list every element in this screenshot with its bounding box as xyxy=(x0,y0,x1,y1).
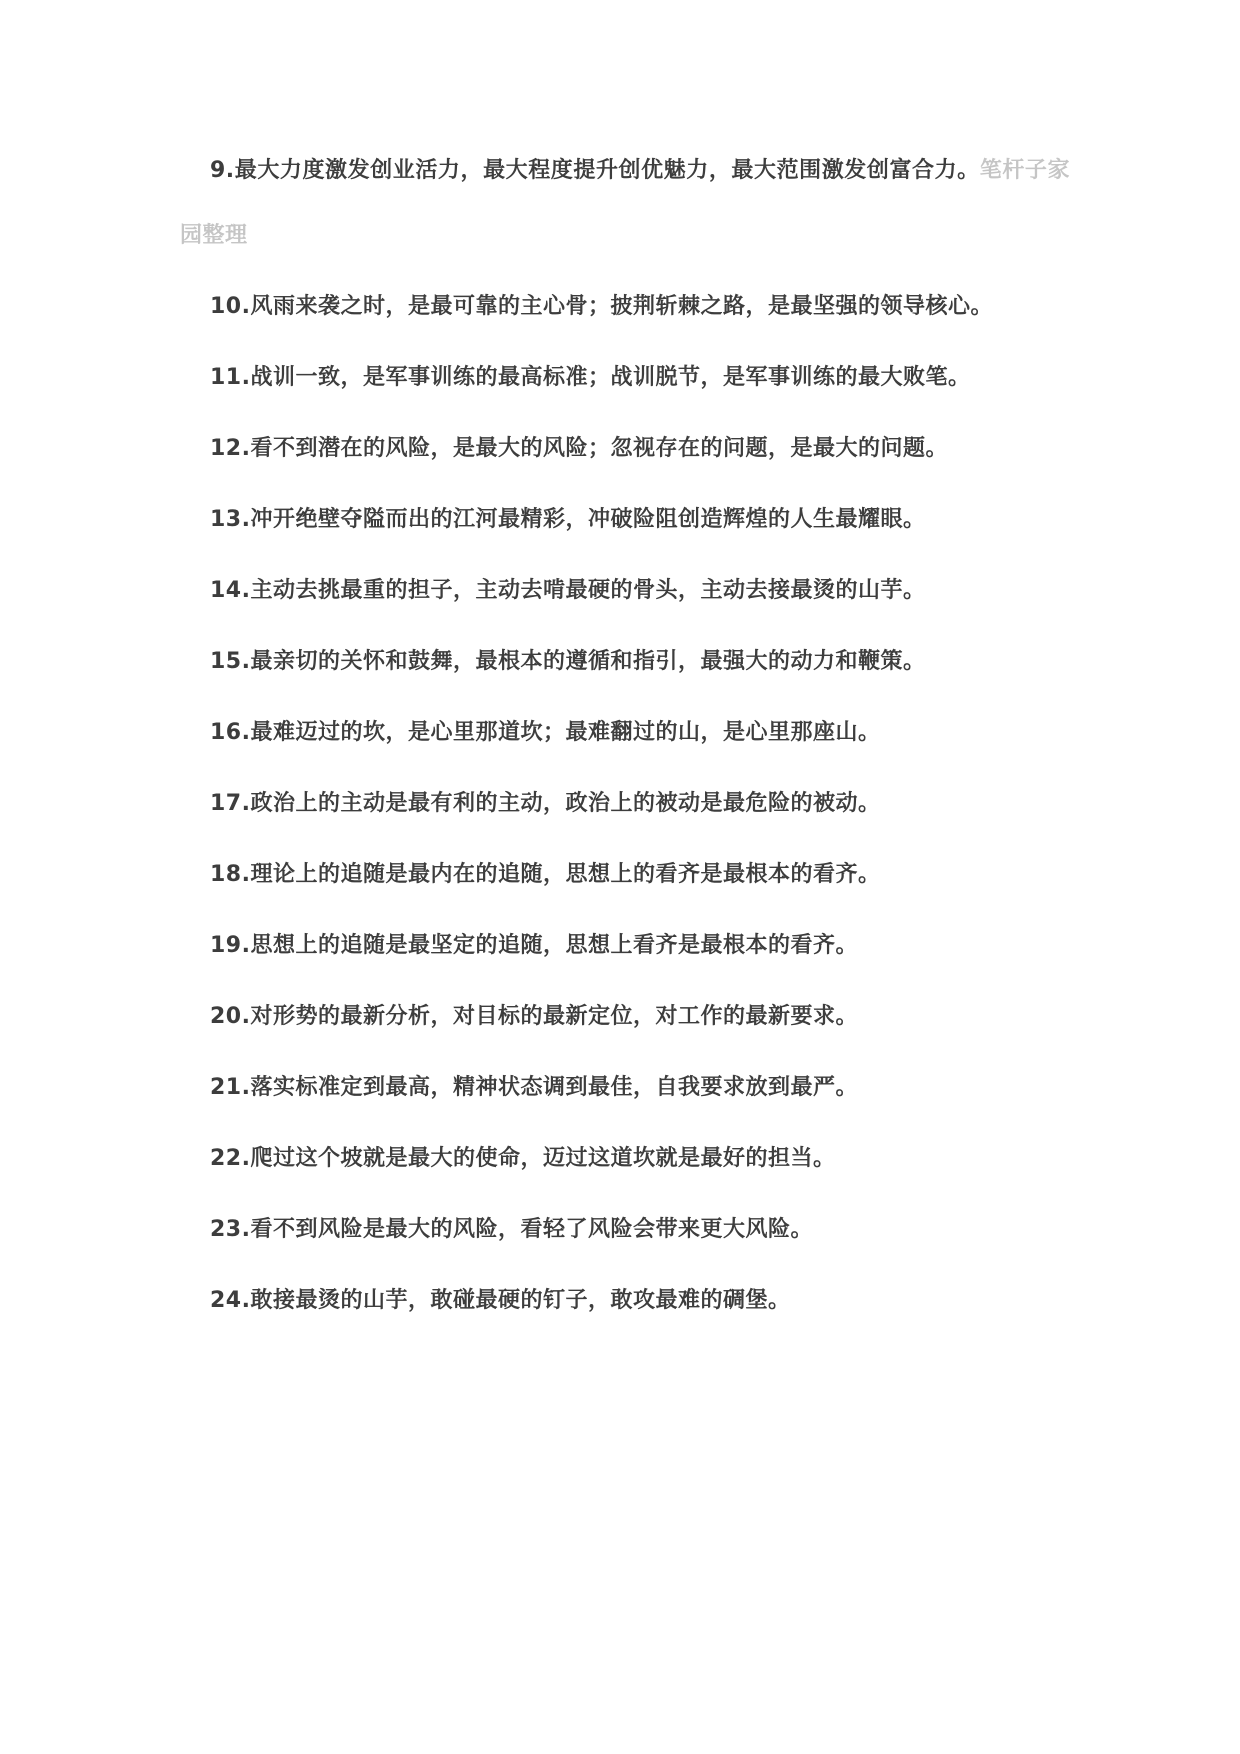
list-item-24: 24.敢接最烫的山芋，敢碰最硬的钉子，敢攻最难的碉堡。 xyxy=(210,1288,791,1313)
list-item-10: 10.风雨来袭之时，是最可靠的主心骨；披荆斩棘之路，是最坚强的领导核心。 xyxy=(210,294,993,319)
list-item-20: 20.对形势的最新分析，对目标的最新定位，对工作的最新要求。 xyxy=(210,1004,858,1029)
watermark-text: 笔杆子家园整理 xyxy=(180,158,1070,248)
list-item-18: 18.理论上的追随是最内在的追随，思想上的看齐是最根本的看齐。 xyxy=(210,862,881,887)
list-item-22: 22.爬过这个坡就是最大的使命，迈过这道坎就是最好的担当。 xyxy=(210,1146,836,1171)
list-item-15: 15.最亲切的关怀和鼓舞，最根本的遵循和指引，最强大的动力和鞭策。 xyxy=(210,649,926,674)
list-item-9 xyxy=(180,138,1070,268)
list-item-21: 21.落实标准定到最高，精神状态调到最佳，自我要求放到最严。 xyxy=(210,1075,858,1100)
list-item-17: 17.政治上的主动是最有利的主动，政治上的被动是最危险的被动。 xyxy=(210,791,881,816)
list-item-19: 19.思想上的追随是最坚定的追随，思想上看齐是最根本的看齐。 xyxy=(210,933,858,958)
list-item-16: 16.最难迈过的坎，是心里那道坎；最难翻过的山，是心里那座山。 xyxy=(210,720,881,745)
list-item-11: 11.战训一致，是军事训练的最高标准；战训脱节，是军事训练的最大败笔。 xyxy=(210,365,971,390)
list-item-14: 14.主动去挑最重的担子，主动去啃最硬的骨头，主动去接最烫的山芋。 xyxy=(210,578,926,603)
list-item-23: 23.看不到风险是最大的风险，看轻了风险会带来更大风险。 xyxy=(210,1217,813,1242)
list-item-13: 13.冲开绝壁夺隘而出的江河最精彩，冲破险阻创造辉煌的人生最耀眼。 xyxy=(210,507,926,532)
list-item-12: 12.看不到潜在的风险，是最大的风险；忽视存在的问题，是最大的问题。 xyxy=(210,436,948,461)
item-9-text: 9.最大力度激发创业活力，最大程度提升创优魅力，最大范围激发创富合力。 xyxy=(210,158,980,183)
